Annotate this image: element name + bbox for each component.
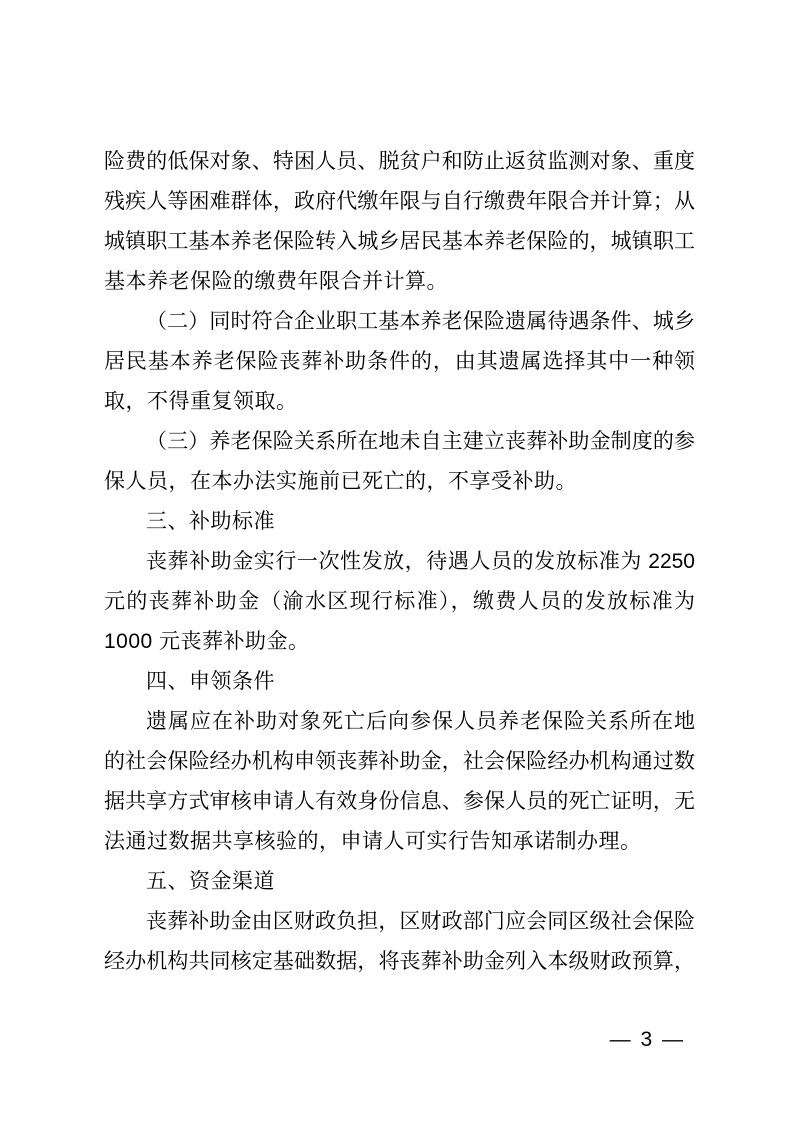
body-line-paragraph-start: 丧葬补助金由区财政负担，区财政部门应会同区级社会保险: [146, 910, 695, 933]
body-line: 经办机构共同核定基础数据，将丧葬补助金列入本级财政预算，: [104, 950, 695, 973]
body-line-paragraph-start: 丧葬补助金实行一次性发放，待遇人员的发放标准为 2250: [146, 550, 695, 573]
heading-funding-channel: 五、资金渠道: [146, 870, 275, 893]
body-line-paragraph-start: （三）养老保险关系所在地未自主建立丧葬补助金制度的参: [146, 430, 695, 453]
body-line: 的社会保险经办机构申领丧葬补助金，社会保险经办机构通过数: [104, 750, 695, 773]
document-body: [104, 142, 695, 982]
body-line: 1000 元丧葬补助金。: [104, 630, 310, 653]
body-line: 据共享方式审核申请人有效身份信息、参保人员的死亡证明，无: [104, 790, 695, 813]
body-line: 基本养老保险的缴费年限合并计算。: [104, 270, 448, 293]
body-line: 居民基本养老保险丧葬补助条件的，由其遗属选择其中一种领: [104, 350, 695, 373]
body-line: 法通过数据共享核验的，申请人可实行告知承诺制办理。: [104, 830, 642, 853]
heading-subsidy-standard: 三、补助标准: [146, 510, 275, 533]
body-line-paragraph-start: 遗属应在补助对象死亡后向参保人员养老保险关系所在地: [146, 710, 695, 733]
body-line: 元的丧葬补助金（渝水区现行标准），缴费人员的发放标准为: [104, 590, 695, 613]
body-line: 残疾人等困难群体，政府代缴年限与自行缴费年限合并计算；从: [104, 190, 695, 213]
page-number: — 3 —: [609, 1028, 685, 1051]
body-line: 城镇职工基本养老保险转入城乡居民基本养老保险的，城镇职工: [104, 230, 695, 253]
body-line: 保人员，在本办法实施前已死亡的，不享受补助。: [104, 470, 577, 493]
body-line-paragraph-start: （二）同时符合企业职工基本养老保险遗属待遇条件、城乡: [146, 310, 695, 333]
body-line: 取，不得重复领取。: [104, 390, 298, 413]
heading-application-conditions: 四、申领条件: [146, 670, 275, 693]
body-line: 险费的低保对象、特困人员、脱贫户和防止返贫监测对象、重度: [104, 150, 695, 173]
